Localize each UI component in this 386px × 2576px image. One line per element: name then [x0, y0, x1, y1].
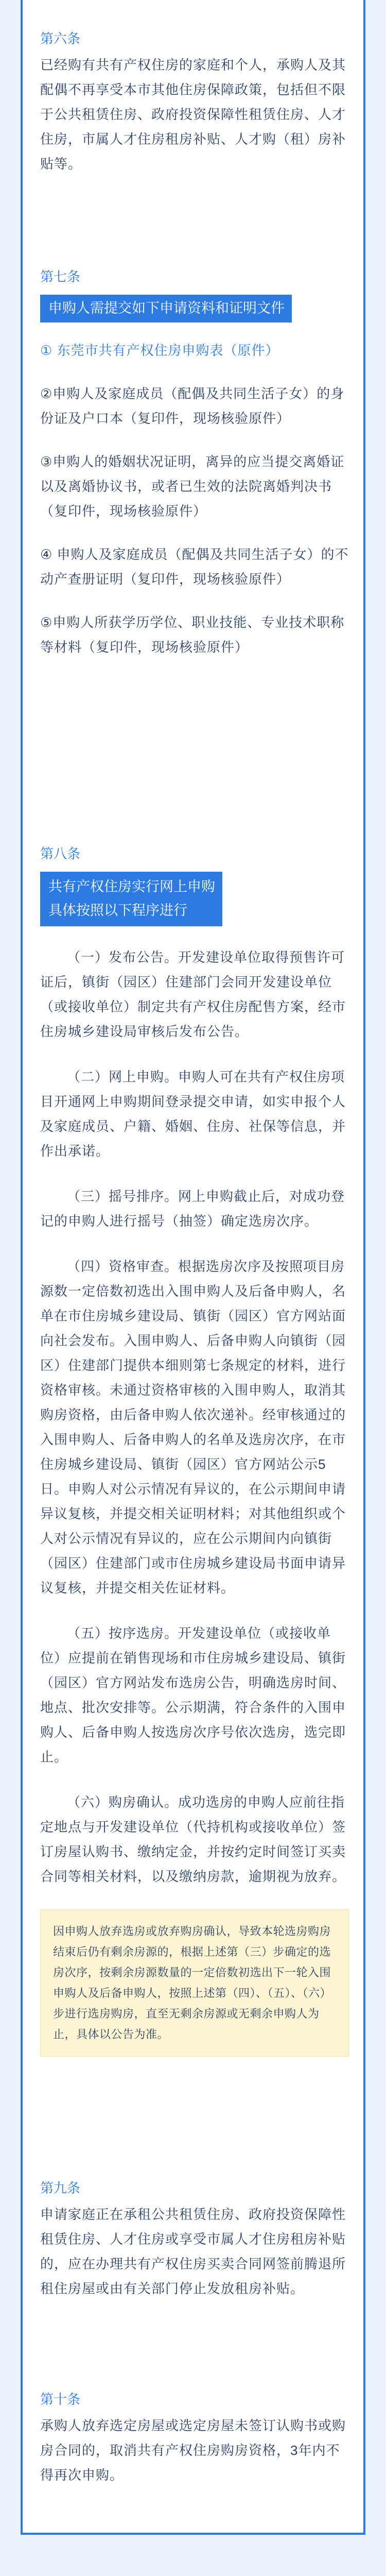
article-8-banner: [40, 872, 222, 926]
article-9-title: 第九条: [40, 2180, 81, 2196]
article-6-text: 已经购有共有产权住房的家庭和个人，承购人及其配偶不再享受本市其他住房保障政策，包括但不限于公共租赁住房、政府投资保障性租赁住房、人才住房，市属人才住房租房补贴、人才购（租）房补贴等。: [40, 57, 346, 172]
document-item-5: ⑤申购人所获学历学位、职业技能、专业技术职称等材料（复印件，现场核验原件）: [40, 615, 345, 655]
article-9-text: 申请家庭正在承租公共租赁住房、政府投资保障性租赁住房、人才住房或享受市属人才住房租房补贴的，应在办理共有产权住房买卖合同网签前腾退所租住房屋或由有关部门停止发放租房补贴。: [40, 2207, 346, 2296]
article-8-banner-line1: 共有产权住房实行网上申购: [48, 879, 215, 894]
note-box: 因申购人放弃选房或放弃购房确认，导致本轮选房购房结束后仍有剩余房源的，根据上述第（三）步确定的选房次序，按剩余房源数量的一定倍数初选出下一轮入围申购人及后备申购人，按照上述第（四）、（五）、（六）步进行选房购房，直至无剩余房源或无剩余申购人为止，具体以公告为准。: [40, 1909, 349, 2057]
procedure-step-2: （二）网上申购。申购人可在共有产权住房项目开通网上申购期间登录提交申请，如实申报个人及家庭成员、户籍、婚姻、住房、社保等信息，并作出承诺。: [40, 1069, 346, 1159]
procedure-step-4: （四）资格审查。根据选房次序及按照项目房源数一定倍数初选出入围申购人及后备申购人，名单在市住房城乡建设局、镇街（园区）官方网站面向社会发布。入围申购人、后备申购人向镇街（园区）住建部门提供本细则第七条规定的材料，进行资格审核。未通过资格审核的入围申购人，取消其购房资格，由后备申购人依次递补。经审核通过的入围申购人、后备申购人的名单及选房次序，在市住房城乡建设局、镇街（园区）官方网站公示5日。申购人对公示情况有异议的，在公示期间申请异议复核，并提交相关证明材料；对其他组织或个人对公示情况有异议的，应在公示期间内向镇街（园区）住建部门或市住房城乡建设局书面申请异议复核，并提交相关佐证材料。: [40, 1259, 346, 1596]
document-item-1: ① 东莞市共有产权住房申购表（原件）: [40, 343, 279, 358]
article-8-title: 第八条: [40, 846, 81, 861]
procedure-step-3: （三）摇号排序。网上申购截止后，对成功登记的申购人进行摇号（抽签）确定选房次序。: [40, 1189, 345, 1229]
article-10-text: 承购人放弃选定房屋或选定房屋未签订认购书或购房合同的，取消共有产权住房购房资格，3年内不得再次申购。: [40, 2418, 346, 2483]
content-card: [21, 0, 365, 2535]
procedure-step-5: （五）按序选房。开发建设单位（或接收单位）应提前在销售现场和市住房城乡建设局、镇街（园区）官方网站发布选房公告，明确选房时间、地点、批次安排等。公示期满，符合条件的入围申购人、后备申购人按选房次序号依次选房，选完即止。: [40, 1625, 346, 1765]
document-item-4: ④ 申购人及家庭成员（配偶及共同生活子女）的不动产查册证明（复印件，现场核验原件）: [40, 547, 349, 587]
article-10-title: 第十条: [40, 2392, 81, 2407]
article-7-banner: 申购人需提交如下申请资料和证明文件: [40, 295, 292, 323]
article-8-banner-line2: 具体按照以下程序进行: [48, 903, 187, 918]
procedure-step-6: （六）购房确认。成功选房的申购人应前往指定地点与开发建设单位（代持机构或接收单位）签订房屋认购书、缴纳定金，并按约定时间签订买卖合同等相关材料，以及缴纳房款，逾期视为放弃。: [40, 1794, 346, 1884]
document-item-2: ②申购人及家庭成员（配偶及共同生活子女）的身份证及户口本（复印件，现场核验原件）: [40, 386, 345, 426]
procedure-step-1: （一）发布公告。开发建设单位取得预售许可证后，镇街（园区）住建部门会同开发建设单位（或接收单位）制定共有产权住房配售方案，经市住房城乡建设局审核后发布公告。: [40, 950, 346, 1039]
document-item-3: ③申购人的婚姻状况证明，离异的应当提交离婚证以及离婚协议书，或者已生效的法院离婚判决书（复印件，现场核验原件）: [40, 454, 345, 519]
article-7-title: 第七条: [40, 269, 81, 284]
article-6-title: 第六条: [40, 31, 81, 46]
